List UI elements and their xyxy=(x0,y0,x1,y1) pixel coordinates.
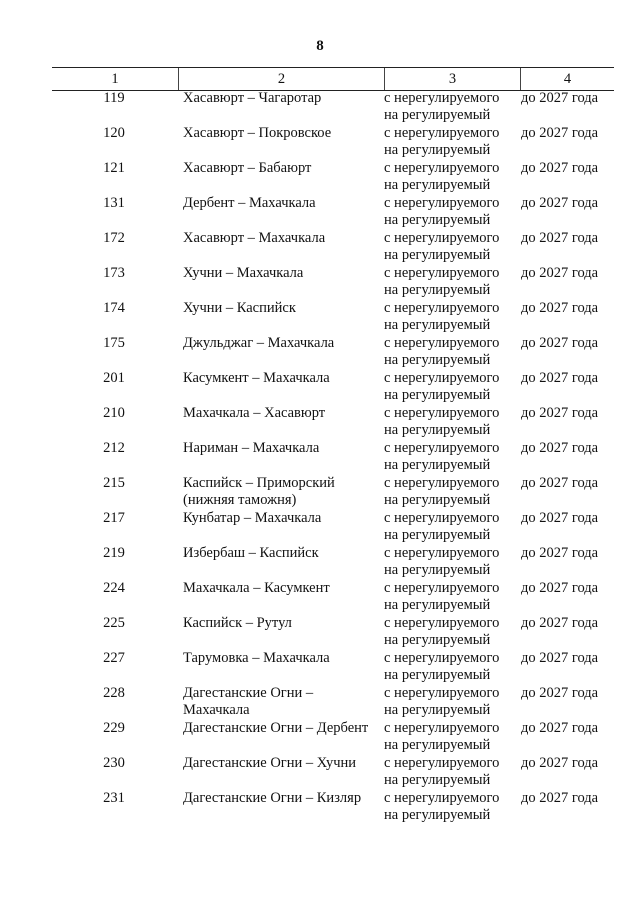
change-from: с нерегулируемого xyxy=(384,545,500,561)
change-term: до 2027 года xyxy=(521,475,599,491)
change-type xyxy=(384,615,519,649)
change-from: с нерегулируемого xyxy=(384,370,500,386)
change-from: с нерегулируемого xyxy=(384,335,500,351)
route-name: Кунбатар – Махачкала xyxy=(183,510,322,526)
header-col-4: 4 xyxy=(563,71,572,87)
change-type xyxy=(384,650,519,684)
route-name: Каспийск – Рутул xyxy=(183,615,292,631)
route-name: Дагестанские Огни – Хучни xyxy=(183,755,357,771)
route-number: 217 xyxy=(103,510,125,526)
route-number: 201 xyxy=(103,370,125,386)
change-from: с нерегулируемого xyxy=(384,230,500,246)
table-row xyxy=(0,405,640,440)
route-number: 175 xyxy=(103,335,125,351)
change-term: до 2027 года xyxy=(521,510,599,526)
change-to: на регулируемый xyxy=(384,282,491,298)
change-type xyxy=(384,405,519,439)
change-type xyxy=(384,195,519,229)
change-term: до 2027 года xyxy=(521,90,599,106)
table-body xyxy=(0,90,640,825)
change-type xyxy=(384,370,519,404)
change-to: на регулируемый xyxy=(384,667,491,683)
change-to: на регулируемый xyxy=(384,702,491,718)
route-name: Хучни – Махачкала xyxy=(183,265,304,281)
route-name: Хасавюрт – Бабаюрт xyxy=(183,160,312,176)
change-to: на регулируемый xyxy=(384,142,491,158)
table-row xyxy=(0,265,640,300)
header-col-1: 1 xyxy=(111,71,119,87)
page-number: 8 xyxy=(316,38,324,54)
change-term: до 2027 года xyxy=(521,230,599,246)
change-type xyxy=(384,335,519,369)
table-row xyxy=(0,545,640,580)
route-name: Хасавюрт – Махачкала xyxy=(183,230,326,246)
change-term: до 2027 года xyxy=(521,545,599,561)
change-term: до 2027 года xyxy=(521,195,599,211)
table-row xyxy=(0,650,640,685)
route-number: 227 xyxy=(103,650,125,666)
route-name: Избербаш – Каспийск xyxy=(183,545,319,561)
route-number: 219 xyxy=(103,545,125,561)
table-row xyxy=(0,790,640,825)
change-type xyxy=(384,90,519,124)
change-term: до 2027 года xyxy=(521,685,599,701)
change-type xyxy=(384,160,519,194)
route-name: Дагестанские Огни – Дербент xyxy=(183,720,369,736)
route-name: Джульджаг – Махачкала xyxy=(183,335,335,351)
route-name: Каспийск – Приморский (нижняя таможня) xyxy=(183,475,335,508)
change-term: до 2027 года xyxy=(521,580,599,596)
route-number: 212 xyxy=(103,440,125,456)
change-type xyxy=(384,475,519,509)
table-row xyxy=(0,195,640,230)
route-number: 210 xyxy=(103,405,125,421)
change-from: с нерегулируемого xyxy=(384,195,500,211)
change-to: на регулируемый xyxy=(384,212,491,228)
route-number: 215 xyxy=(103,475,125,491)
change-to: на регулируемый xyxy=(384,317,491,333)
change-from: с нерегулируемого xyxy=(384,405,500,421)
table-row xyxy=(0,615,640,650)
change-type xyxy=(384,300,519,334)
change-to: на регулируемый xyxy=(384,422,491,438)
route-number: 231 xyxy=(103,790,125,806)
change-term: до 2027 года xyxy=(521,615,599,631)
change-type xyxy=(384,510,519,544)
change-type xyxy=(384,230,519,264)
route-name: Махачкала – Касумкент xyxy=(183,580,330,596)
route-name: Касумкент – Махачкала xyxy=(183,370,330,386)
change-type xyxy=(384,545,519,579)
table-header xyxy=(52,67,614,91)
table-row xyxy=(0,335,640,370)
change-to: на регулируемый xyxy=(384,352,491,368)
route-number: 172 xyxy=(103,230,125,246)
route-name: Нариман – Махачкала xyxy=(183,440,320,456)
table-row xyxy=(0,160,640,195)
change-term: до 2027 года xyxy=(521,720,599,736)
change-to: на регулируемый xyxy=(384,562,491,578)
change-to: на регулируемый xyxy=(384,177,491,193)
change-term: до 2027 года xyxy=(521,440,599,456)
change-to: на регулируемый xyxy=(384,247,491,263)
change-from: с нерегулируемого xyxy=(384,475,500,491)
route-number: 119 xyxy=(103,90,125,106)
change-term: до 2027 года xyxy=(521,650,599,666)
route-number: 229 xyxy=(103,720,125,736)
table-row xyxy=(0,370,640,405)
change-from: с нерегулируемого xyxy=(384,265,500,281)
change-to: на регулируемый xyxy=(384,387,491,403)
change-to: на регулируемый xyxy=(384,597,491,613)
table-row xyxy=(0,580,640,615)
route-number: 224 xyxy=(103,580,125,596)
header-col-3: 3 xyxy=(448,71,457,87)
change-from: с нерегулируемого xyxy=(384,755,500,771)
route-number: 174 xyxy=(103,300,125,316)
change-from: с нерегулируемого xyxy=(384,685,500,701)
route-name: Дагестанские Огни – Кизляр xyxy=(183,790,362,806)
route-number: 131 xyxy=(103,195,125,211)
route-number: 120 xyxy=(103,125,125,141)
change-type xyxy=(384,125,519,159)
change-from: с нерегулируемого xyxy=(384,650,500,666)
table-row xyxy=(0,300,640,335)
change-type xyxy=(384,755,519,789)
change-type xyxy=(384,685,519,719)
change-from: с нерегулируемого xyxy=(384,125,500,141)
change-term: до 2027 года xyxy=(521,300,599,316)
change-to: на регулируемый xyxy=(384,632,491,648)
route-name: Хучни – Каспийск xyxy=(183,300,296,316)
route-number: 225 xyxy=(103,615,125,631)
change-term: до 2027 года xyxy=(521,405,599,421)
change-from: с нерегулируемого xyxy=(384,580,500,596)
route-name: Тарумовка – Махачкала xyxy=(183,650,330,666)
table-row xyxy=(0,475,640,510)
route-number: 121 xyxy=(103,160,125,176)
change-term: до 2027 года xyxy=(521,755,599,771)
route-name: Дагестанские Огни – Махачкала xyxy=(183,685,314,718)
route-number: 173 xyxy=(103,265,125,281)
change-type xyxy=(384,440,519,474)
header-col-2: 2 xyxy=(277,71,286,87)
change-from: с нерегулируемого xyxy=(384,90,500,106)
table-row xyxy=(0,440,640,475)
table-row xyxy=(0,230,640,265)
table-row xyxy=(0,510,640,545)
table-row xyxy=(0,755,640,790)
change-to: на регулируемый xyxy=(384,737,491,753)
change-from: с нерегулируемого xyxy=(384,615,500,631)
route-number: 228 xyxy=(103,685,125,701)
change-from: с нерегулируемого xyxy=(384,300,500,316)
change-term: до 2027 года xyxy=(521,160,599,176)
route-name: Махачкала – Хасавюрт xyxy=(183,405,326,421)
route-name: Хасавюрт – Покровское xyxy=(183,125,332,141)
change-from: с нерегулируемого xyxy=(384,790,500,806)
table-row xyxy=(0,90,640,125)
change-term: до 2027 года xyxy=(521,265,599,281)
route-name: Хасавюрт – Чагаротар xyxy=(183,90,322,106)
change-type xyxy=(384,790,519,824)
change-to: на регулируемый xyxy=(384,772,491,788)
change-type xyxy=(384,580,519,614)
table-row xyxy=(0,125,640,160)
change-to: на регулируемый xyxy=(384,107,491,123)
change-term: до 2027 года xyxy=(521,125,599,141)
route-number: 230 xyxy=(103,755,125,771)
change-term: до 2027 года xyxy=(521,370,599,386)
change-from: с нерегулируемого xyxy=(384,160,500,176)
change-type xyxy=(384,720,519,754)
change-to: на регулируемый xyxy=(384,457,491,473)
change-to: на регулируемый xyxy=(384,807,491,823)
change-to: на регулируемый xyxy=(384,527,491,543)
route-name: Дербент – Махачкала xyxy=(183,195,316,211)
change-from: с нерегулируемого xyxy=(384,510,500,526)
change-from: с нерегулируемого xyxy=(384,720,500,736)
change-type xyxy=(384,265,519,299)
change-from: с нерегулируемого xyxy=(384,440,500,456)
change-term: до 2027 года xyxy=(521,335,599,351)
change-to: на регулируемый xyxy=(384,492,491,508)
change-term: до 2027 года xyxy=(521,790,599,806)
table-row xyxy=(0,720,640,755)
table-row xyxy=(0,685,640,720)
